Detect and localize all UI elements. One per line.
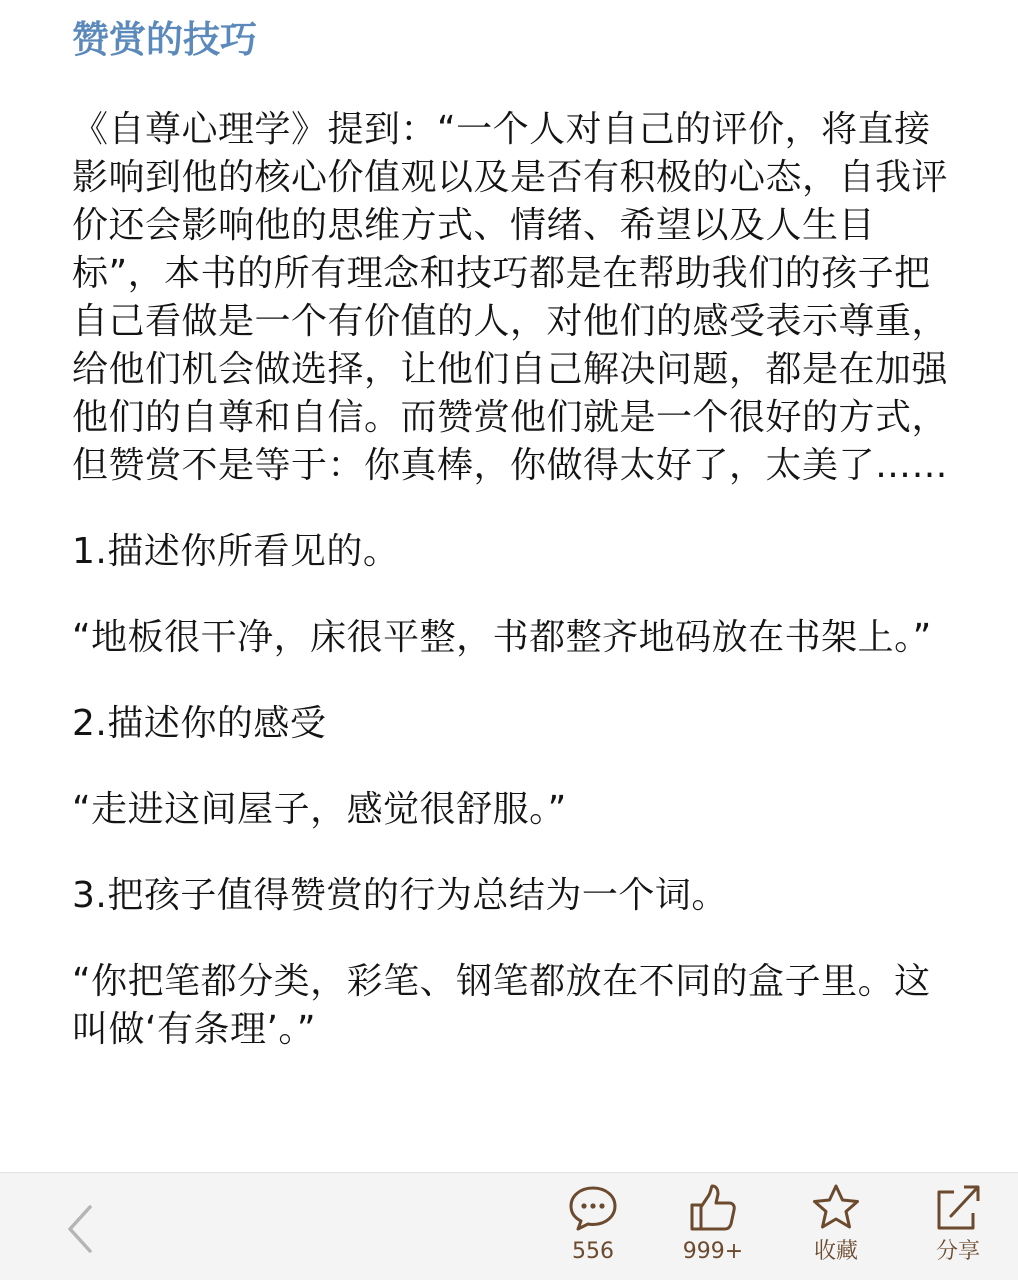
article-paragraph-step2-heading: 2.描述你的感受	[72, 703, 327, 744]
share-button[interactable]	[908, 1183, 1008, 1275]
back-button[interactable]	[58, 1199, 108, 1259]
like-count: 999+	[682, 1239, 744, 1264]
favorite-button[interactable]	[786, 1183, 886, 1275]
share-icon	[932, 1183, 984, 1233]
article-paragraph-step3-example: “你把笔都分类，彩笔、钢笔都放在不同的盒子里。这叫做‘有条理’。”	[72, 961, 931, 1050]
star-icon	[810, 1183, 862, 1233]
like-button[interactable]	[663, 1183, 763, 1275]
article-body	[72, 12, 952, 1054]
share-label: 分享	[935, 1239, 980, 1264]
comment-button[interactable]	[543, 1183, 643, 1275]
article-title: 赞赏的技巧	[72, 18, 257, 61]
article-paragraph-intro: 《自尊心理学》提到：“一个人对自己的评价，将直接影响到他的核心价值观以及是否有积极的心态，自我评价还会影响他的思维方式、情绪、希望以及人生目标”，本书的所有理念和技巧都是在帮助我们的孩子把自己看做是一个有价值的人，对他们的感受表示尊重，给他们机会做选择，让他们自己解决问题，都是在加强他们的自尊和自信。而赞赏他们就是一个很好的方式，但赞赏不是等于：你真棒，你做得太好了，太美了……	[72, 109, 949, 486]
thumbs-up-icon	[687, 1183, 739, 1233]
article-paragraph-step1-heading: 1.描述你所看见的。	[72, 531, 400, 572]
bottom-toolbar	[0, 1172, 1018, 1280]
speech-bubble-icon	[567, 1183, 619, 1233]
article-paragraph-step1-example: “地板很干净，床很平整，书都整齐地码放在书架上。”	[72, 617, 932, 658]
article-paragraph-step3-heading: 3.把孩子值得赞赏的行为总结为一个词。	[72, 875, 728, 916]
article-paragraph-step2-example: “走进这间屋子，感觉很舒服。”	[72, 789, 567, 830]
favorite-label: 收藏	[813, 1239, 858, 1264]
chevron-left-icon	[58, 1199, 108, 1259]
comment-count: 556	[572, 1239, 614, 1264]
